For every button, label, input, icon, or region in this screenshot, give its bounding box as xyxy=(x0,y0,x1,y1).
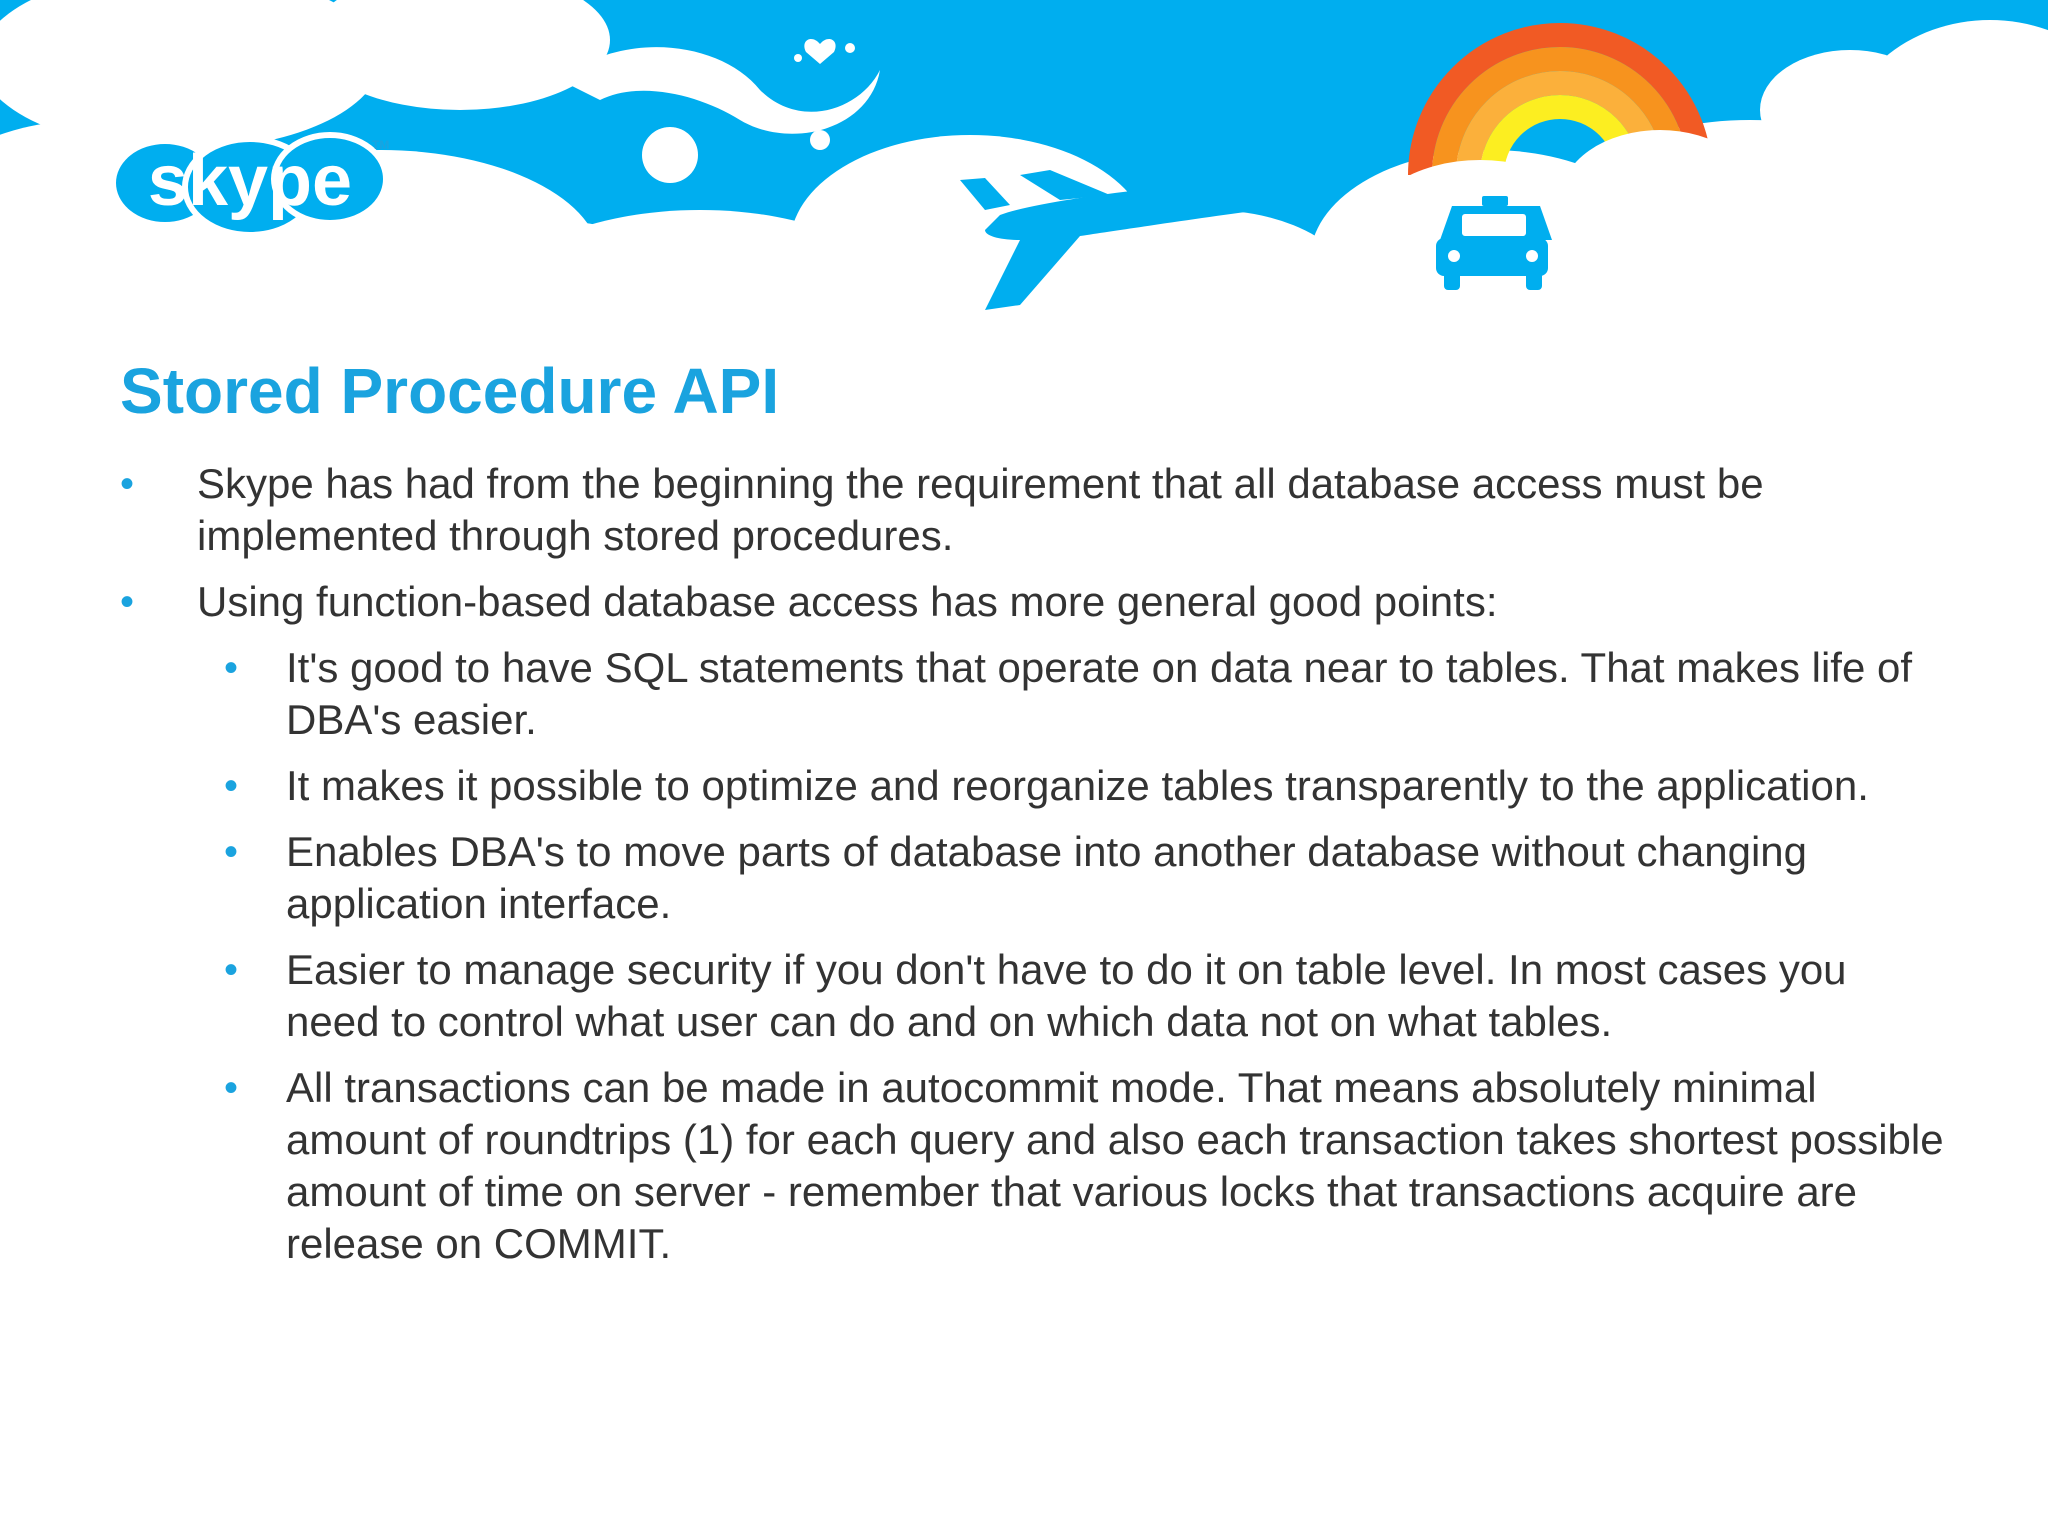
list-item xyxy=(0,576,1947,628)
bullet-list xyxy=(0,458,2048,1284)
bullet-text: Skype has had from the beginning the requirement that all database access must be implemented through stored procedures. xyxy=(197,460,1764,559)
svg-text:skype: skype xyxy=(147,141,353,221)
bullet-icon: • xyxy=(224,764,239,808)
sub-bullet-text: It's good to have SQL statements that operate on data near to tables. That makes life of DBA's easier. xyxy=(286,644,1913,743)
sub-bullet-text: Enables DBA's to move parts of database into another database without changing application interface. xyxy=(286,828,1808,927)
sub-bullet-text: It makes it possible to optimize and reorganize tables transparently to the application. xyxy=(286,762,1869,809)
sub-list-item xyxy=(0,826,1946,930)
sub-list-item xyxy=(0,760,1946,812)
sub-list-item xyxy=(0,642,1946,746)
bullet-icon: • xyxy=(120,462,135,506)
bullet-icon: • xyxy=(120,580,135,624)
sub-list-item xyxy=(0,1062,1946,1270)
bullet-text: Using function-based database access has more general good points: xyxy=(197,578,1498,625)
bullet-icon: • xyxy=(224,1066,239,1110)
taxi-icon xyxy=(1436,196,1552,290)
sub-bullet-text: Easier to manage security if you don't have to do it on table level. In most cases you need to control what user can do and on which data not on what tables. xyxy=(286,946,1847,1045)
list-item xyxy=(0,458,1947,562)
bullet-icon: • xyxy=(224,830,239,874)
slide-title: Stored Procedure API xyxy=(120,355,780,427)
sub-list-item xyxy=(0,944,1946,1048)
skype-logo xyxy=(110,115,390,255)
bullet-icon: • xyxy=(224,646,239,690)
bullet-icon: • xyxy=(224,948,239,992)
svg-text:TM: TM xyxy=(372,138,390,152)
sub-bullet-text: All transactions can be made in autocommit mode. That means absolutely minimal amount of roundtrips (1) for each query and also each transaction takes shortest possible amount of time on server - remember that various locks that transactions acquire are release on COMMIT. xyxy=(286,1064,1944,1267)
